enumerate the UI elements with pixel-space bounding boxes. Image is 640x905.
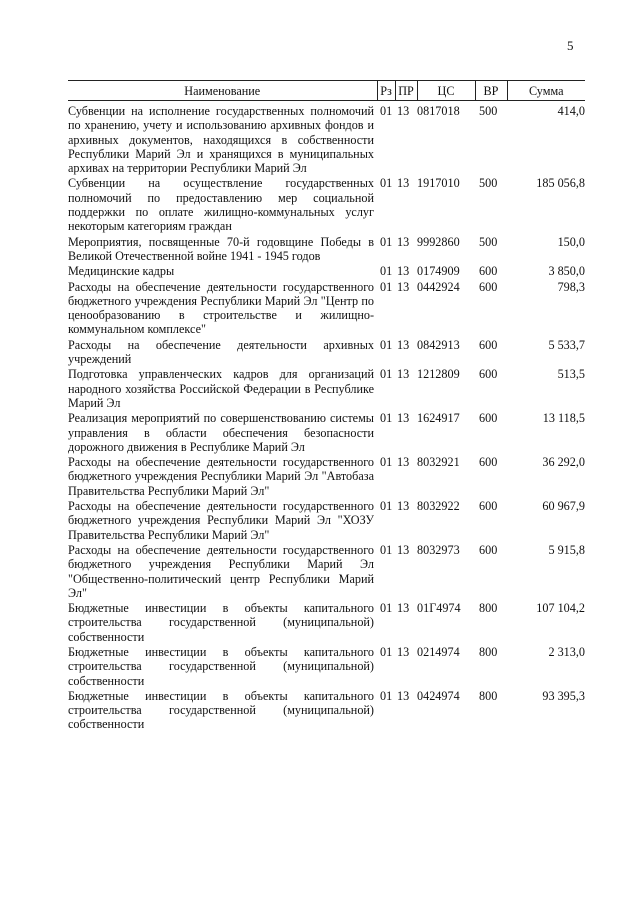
table-row <box>68 689 585 733</box>
cell-name: Расходы на обеспечение деятельности государственного бюджетного учреждения Республики Марий Эл "Центр по ценообразованию в строительстве и жилищно-коммунальном комплексе" <box>68 279 374 337</box>
cell-vr: 600 <box>479 499 498 514</box>
page-number: 5 <box>567 38 574 53</box>
cell-vr: 500 <box>479 234 498 249</box>
cell-sum: 36 292,0 <box>542 455 585 470</box>
table-row <box>68 367 585 411</box>
table-row <box>68 264 585 279</box>
cell-vr: 600 <box>479 411 498 426</box>
cell-cs: 1917010 <box>417 176 460 191</box>
cell-cs: 0842913 <box>417 337 460 352</box>
cell-rz: 01 <box>380 499 393 514</box>
cell-rz: 01 <box>380 176 393 191</box>
budget-table <box>68 80 585 733</box>
header-vr: ВР <box>475 81 507 101</box>
cell-pr: 13 <box>397 542 410 557</box>
cell-sum: 5 915,8 <box>548 542 585 557</box>
cell-name: Реализация мероприятий по совершенствованию системы управления в области обеспечения безопасности дорожного движения в Республике Марий Эл <box>68 411 374 454</box>
cell-cs: 0214974 <box>417 644 460 659</box>
header-name: Наименование <box>68 81 377 101</box>
table-row <box>68 455 585 499</box>
cell-name: Мероприятия, посвященные 70-й годовщине Победы в Великой Отечественной войне 1941 - 1945 годов <box>68 234 374 263</box>
table-row <box>68 235 585 265</box>
cell-vr: 600 <box>479 367 498 382</box>
cell-pr: 13 <box>397 455 410 470</box>
cell-sum: 513,5 <box>557 367 585 382</box>
cell-vr: 600 <box>479 337 498 352</box>
header-pr: ПР <box>395 81 417 101</box>
cell-vr: 800 <box>479 601 498 616</box>
cell-rz: 01 <box>380 644 393 659</box>
cell-pr: 13 <box>397 104 410 118</box>
cell-sum: 5 533,7 <box>548 337 585 352</box>
cell-rz: 01 <box>380 601 393 616</box>
table-row <box>68 104 585 176</box>
cell-name: Медицинские кадры <box>68 264 175 279</box>
cell-cs: 1624917 <box>417 411 460 426</box>
cell-sum: 60 967,9 <box>542 499 585 514</box>
table-row <box>68 499 585 543</box>
table-row <box>68 601 585 645</box>
cell-vr: 600 <box>479 279 498 294</box>
header-rz: Рз <box>377 81 395 101</box>
cell-name: Субвенции на исполнение государственных полномочий по хранению, учету и использованию архивных фондов и архивных документов, находящихся в собственности Республики Марий Эл и хранящихся в муниципальных архивах на территории Республики Марий Эл <box>68 104 374 176</box>
cell-pr: 13 <box>397 279 410 294</box>
cell-cs: 01Г4974 <box>417 601 461 616</box>
header-sum: Сумма <box>507 81 585 101</box>
cell-cs: 0442924 <box>417 279 460 294</box>
cell-vr: 800 <box>479 688 498 703</box>
cell-name: Субвенции на осуществление государственных полномочий по предоставлению мер социальной поддержки по оплате жилищно-коммунальных услуг некоторым категориям граждан <box>68 176 374 234</box>
cell-pr: 13 <box>397 264 410 279</box>
cell-pr: 13 <box>397 644 410 659</box>
cell-vr: 600 <box>479 264 498 279</box>
cell-cs: 1212809 <box>417 367 460 382</box>
cell-vr: 500 <box>479 176 498 191</box>
table-row <box>68 411 585 455</box>
cell-cs: 9992860 <box>417 234 460 249</box>
cell-name: Расходы на обеспечение деятельности архивных учреждений <box>68 337 374 367</box>
header-cs: ЦС <box>417 81 475 101</box>
cell-name: Подготовка управленческих кадров для организаций народного хозяйства Российской Федерации в Республике Марий Эл <box>68 367 374 410</box>
cell-sum: 107 104,2 <box>536 601 585 616</box>
table-row <box>68 280 585 338</box>
cell-rz: 01 <box>380 367 393 382</box>
cell-pr: 13 <box>397 688 410 703</box>
cell-rz: 01 <box>380 104 393 118</box>
cell-vr: 600 <box>479 542 498 557</box>
cell-cs: 8032921 <box>417 455 460 470</box>
cell-name: Бюджетные инвестиции в объекты капитального строительства государственной (муниципальной) собственности <box>68 644 374 688</box>
cell-rz: 01 <box>380 542 393 557</box>
cell-sum: 13 118,5 <box>542 411 585 426</box>
cell-sum: 2 313,0 <box>548 644 585 659</box>
cell-vr: 800 <box>479 644 498 659</box>
cell-name: Бюджетные инвестиции в объекты капитального строительства государственной (муниципальной) собственности <box>68 601 374 644</box>
cell-sum: 798,3 <box>557 279 585 294</box>
cell-cs: 8032922 <box>417 499 460 514</box>
cell-sum: 150,0 <box>557 234 585 249</box>
table-row <box>68 543 585 601</box>
cell-cs: 0424974 <box>417 688 460 703</box>
cell-rz: 01 <box>380 337 393 352</box>
cell-pr: 13 <box>397 367 410 382</box>
cell-name: Расходы на обеспечение деятельности государственного бюджетного учреждения Республики Марий Эл "Общественно-политический центр Республики Марий Эл" <box>68 542 374 600</box>
table-header-row <box>68 81 585 101</box>
cell-rz: 01 <box>380 688 393 703</box>
cell-rz: 01 <box>380 234 393 249</box>
cell-vr: 600 <box>479 455 498 470</box>
table-row <box>68 338 585 368</box>
cell-rz: 01 <box>380 455 393 470</box>
cell-name: Расходы на обеспечение деятельности государственного бюджетного учреждения Республики Марий Эл "Автобаза Правительства Республики Марий Эл" <box>68 455 374 498</box>
cell-sum: 3 850,0 <box>548 264 585 279</box>
cell-cs: 8032973 <box>417 542 460 557</box>
cell-pr: 13 <box>397 411 410 426</box>
cell-rz: 01 <box>380 264 393 279</box>
cell-pr: 13 <box>397 176 410 191</box>
cell-pr: 13 <box>397 234 410 249</box>
cell-pr: 13 <box>397 499 410 514</box>
cell-sum: 185 056,8 <box>536 176 585 191</box>
cell-sum: 414,0 <box>557 104 585 118</box>
cell-cs: 0174909 <box>417 264 460 279</box>
table-row <box>68 645 585 689</box>
cell-pr: 13 <box>397 601 410 616</box>
cell-sum: 93 395,3 <box>542 688 585 703</box>
table-row <box>68 176 585 234</box>
cell-pr: 13 <box>397 337 410 352</box>
table-body <box>68 101 585 733</box>
cell-cs: 0817018 <box>417 104 460 118</box>
cell-vr: 500 <box>479 104 498 118</box>
cell-rz: 01 <box>380 411 393 426</box>
cell-name: Бюджетные инвестиции в объекты капитального строительства государственной (муниципальной) собственности <box>68 688 374 732</box>
cell-name: Расходы на обеспечение деятельности государственного бюджетного учреждения Республики Марий Эл "ХОЗУ Правительства Республики Марий Эл" <box>68 499 374 542</box>
cell-rz: 01 <box>380 279 393 294</box>
